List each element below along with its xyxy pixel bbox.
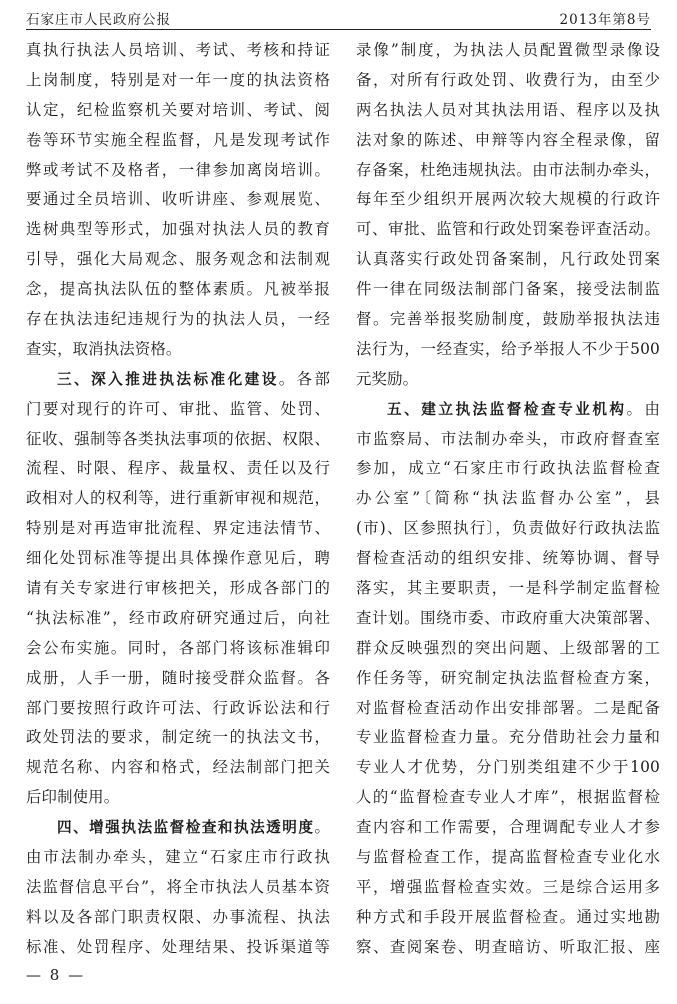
body-text-line: 存在执法违纪违规行为的执法人员，一经 [26,310,330,329]
body-text-line: 政相对人的权利等，进行重新审视和规范， [26,489,330,508]
body-text: 。由 [626,399,660,418]
body-text-line: “执法标准”，经市政府研究通过后，向社 [26,608,330,627]
left-text-column [26,36,330,962]
body-text-line: 门要对现行的许可、审批、监管、处罚、 [26,399,330,418]
body-text-line: 料以及各部门职责权限、办事流程、执法 [26,907,330,926]
body-text-line: 查实，取消执法资格。 [26,339,182,358]
page-header [26,6,651,28]
body-text-line: 群众反映强烈的突出问题、上级部署的工 [356,638,660,657]
body-text-line: 可、审批、监管和行政处罚案卷评查活动。 [356,220,660,239]
body-text-line: 规范名称、内容和格式，经法制部门把关 [26,758,330,777]
body-text-line: 请有关专家进行审核把关，形成各部门的 [26,579,330,598]
body-text-line: 落实，其主要职责，一是科学制定监督检 [356,579,660,598]
body-text-line: 选树典型等形式，加强对执法人员的教育 [26,220,330,239]
body-text-line: 弊或考试不及格者，一律参加离岗培训。 [26,160,330,179]
body-text-line: 查计划。围绕市委、市政府重大决策部署、 [356,608,660,627]
issue-number: 2013年第8号 [559,12,651,28]
body-text-line: 专业监督检查力量。充分借助社会力量和 [356,728,660,747]
body-text-line: 要通过全员培训、收听讲座、参观展览、 [26,190,330,209]
section-heading: 三、深入推进执法标准化建设 [57,370,279,388]
body-text-line: 种方式和手段开展监督检查。通过实地勘 [356,907,660,926]
body-text-line: 认真落实行政处罚备案制，凡行政处罚案 [356,250,660,269]
section-heading-line [26,813,330,843]
header-divider [26,29,651,30]
body-text-line: 察、查阅案卷、明查暗访、听取汇报、座 [356,937,660,956]
body-text-line: 征收、强制等各类执法事项的依据、权限、 [26,429,330,448]
section-heading: 四、增强执法监督检查和执法透明度 [57,819,315,837]
right-text-column [356,36,660,962]
body-text-line: 备，对所有行政处罚、收费行为，由至少 [356,70,660,89]
body-text-line: 参加，成立“石家庄市行政执法监督检查 [356,459,660,478]
body-text-line: 两名执法人员对其执法用语、程序以及执 [356,100,660,119]
body-text-line: 流程、时限、程序、裁量权、责任以及行 [26,459,330,478]
body-text-line: 法监督信息平台”，将全市执法人员基本资 [26,877,330,896]
body-text-line: 每年至少组织开展两次较大规模的行政许 [356,190,660,209]
body-text-line: 上岗制度，特别是对一年一度的执法资格 [26,70,330,89]
body-text-line: 卷等环节实施全程监督，凡是发现考试作 [26,130,330,149]
body-text-line: 与监督检查工作，提高监督检查专业化水 [356,848,660,867]
body-text: 。各部 [278,369,330,388]
body-text-line: 件一律在同级法制部门备案，接受法制监 [356,280,660,299]
body-text-line: 督。完善举报奖励制度，鼓励举报执法违 [356,310,660,329]
body-text-line: 法行为，一经查实，给予举报人不少于500 [356,339,660,358]
body-text-line: 会公布实施。同时，各部门将该标准辑印 [26,638,330,657]
body-text-line: 标准、处罚程序、处理结果、投诉渠道等 [26,937,330,956]
body-text-line: 念，提高执法队伍的整体素质。凡被举报 [26,280,330,299]
body-text-line: 专业人才优势，分门别类组建不少于100 [356,758,660,777]
body-text-line: 后印制使用。 [26,788,120,807]
bulletin-title: 石家庄市人民政府公报 [26,12,171,28]
body-text-line: 成册，人手一册，随时接受群众监督。各 [26,668,330,687]
body-text-line: (市)、区参照执行〕，负责做好行政执法监 [356,519,660,538]
body-text-line: 法对象的陈述、申辩等内容全程录像，留 [356,130,660,149]
section-heading-line [356,395,660,425]
body-text-line: 由市法制办牵头，建立“石家庄市行政执 [26,848,330,867]
body-text-line: 平，增强监督检查实效。三是综合运用多 [356,877,660,896]
body-text-line: 录像”制度，为执法人员配置微型录像设 [356,41,660,59]
body-text-line: 查内容和工作需要，合理调配专业人才参 [356,818,660,837]
body-text-line: 真执行执法人员培训、考试、考核和持证 [26,41,330,59]
body-text-line: 引导，强化大局观念、服务观念和法制观 [26,250,330,269]
body-text-line: 督检查活动的组织安排、统筹协调、督导 [356,549,660,568]
body-text-line: 办公室”〔简称“执法监督办公室”，县 [356,489,660,508]
body-text-line: 部门要按照行政许可法、行政诉讼法和行 [26,698,330,717]
body-text: 。 [314,818,330,837]
body-text-line: 人的“监督检查专业人才库”，根据监督检 [356,788,660,807]
body-text-line: 市监察局、市法制办牵头，市政府督查室 [356,429,660,448]
body-text-line: 作任务等，研究制定执法监督检查方案， [356,668,660,687]
page-number: — 8 — [26,966,86,984]
body-text-line: 政处罚法的要求，制定统一的执法文书， [26,728,330,747]
body-text-line: 对监督检查活动作出安排部署。二是配备 [356,698,660,717]
body-text-line: 存备案，杜绝违规执法。由市法制办牵头， [356,160,660,179]
body-text-line: 元奖励。 [356,369,419,388]
section-heading: 五、建立执法监督检查专业机构 [387,400,627,418]
body-text-line: 特别是对再造审批流程、界定违法情节、 [26,519,330,538]
body-text-line: 认定，纪检监察机关要对培训、考试、阅 [26,100,330,119]
section-heading-line [26,365,330,395]
body-text-line: 细化处罚标准等提出具体操作意见后，聘 [26,549,330,568]
